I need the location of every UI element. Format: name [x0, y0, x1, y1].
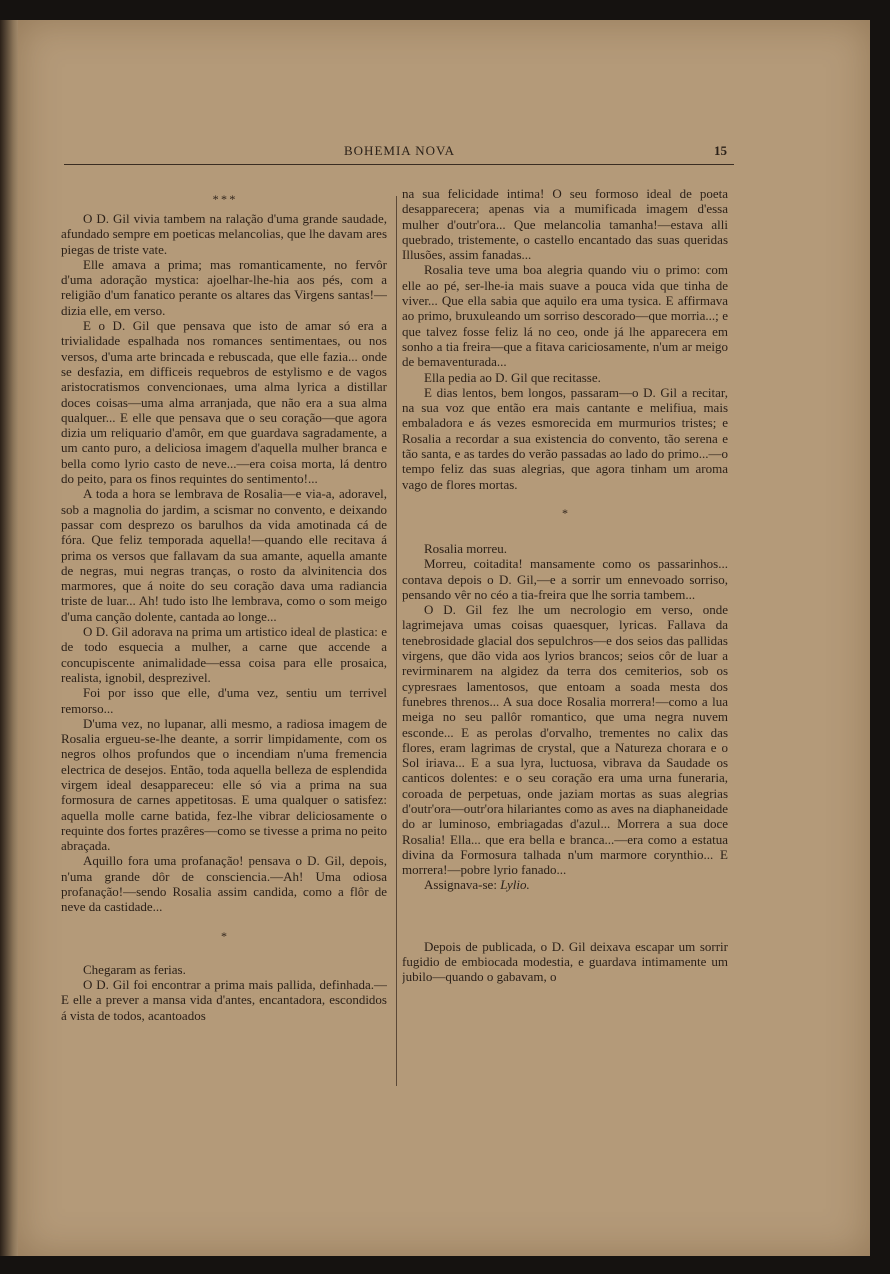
paragraph: E dias lentos, bem longos, passaram—o D. Gil a recitar, na sua voz que então era mais cantante e melifiua, mais embaladora e ás vezes esmorecida em murmurios tristes; e Rosalia a recordar a sua existencia do convento, tão serena e tão santa, e as tardes do verão passadas ao lado do primo...—o tempo feliz das suas alegrias, que agora tinham um aroma vago de flores mortas.	[402, 384, 728, 492]
signature-prefix: Assignava-se:	[424, 877, 501, 893]
paragraph: Ella pedia ao D. Gil que recitasse.	[424, 369, 601, 385]
paragraph: O D. Gil adorava na prima um artistico ideal de plastica: e de todo esquecia a mulher, a carne que accende a concupiscente animalidade—essa coisa para elle prosaica, realista, ignobil, desprezivel.	[61, 624, 387, 685]
paragraph: na sua felicidade intima! O seu formoso ideal de poeta desapparecera; apenas via a mumificada imagem d'essa mulher d'outr'ora... Que melancolia tamanha!—estava alli quebrado, tristemente, o castello encantado das suas queridas Illusões, assim fanadas...	[402, 186, 728, 263]
paragraph: O D. Gil foi encontrar a prima mais pallida, definhada.—E elle a prever a mansa vida d'antes, encantadora, escondidos á vista de todos, acantoados	[61, 976, 387, 1023]
paragraph: O D. Gil fez lhe um necrologio em verso, onde lagrimejava umas coisas quaesquer, lyricas. Fallava da tenebrosidade glacial dos sepulchros—e dos seios das pallidas virgens, que dão vida aos lyrios brancos; seios côr de luar a revirminarem na algidez da terra dos cemiterios, sob os cypresraes lamentosos, que entoam a soada mesta dos funebres threnos... A sua doce Rosalia morrera!—como a lua meiga no seu pallôr romantico, que uma negra nuvem esconde... E as perolas d'orvalho, trementes no calix das flores, eram lagrimas de crystal, que a Natureza chorara e o Sol iriava... E a sua lyra, luctuosa, vibrava da Saudade os canticos dolentes: e o seu coração era uma urna funeraria, coroada de perpetuas, onde jaziam mortas as suas alegrias d'outr'ora—outr'ora hilariantes como as aves na diaphaneidade do ar luminoso, embriagadas d'azul... Morrera a sua doce Rosalia! Ella... que era bella e branca...—era como a estatua divina da Formosura talhada n'um marmore corynthio... E morrera!—pobre lyrio fanado...	[402, 602, 728, 878]
section-gap	[402, 893, 728, 939]
paragraph: Morreu, coitadita! mansamente como os passarinhos... contava depois o D. Gil,—e a sorrir um ennevoado sorriso, pensando vêr no céo a tia-freira que lhe sorria tambem...	[402, 556, 728, 602]
paragraph: A toda a hora se lembrava de Rosalia—e via-a, adoravel, sob a magnolia do jardim, a scismar no convento, e deixando passar com desprezo os barulhos da vida amotinada cá de fóra. Que feliz temporada aquella!—quando elle recitava á prima os versos que fallavam da sua amante, aquella amante de negras, mui negras tranças, o rosto da alvinitencia dos marmores, que á noite do seu coração dava uma radiancia triste de luar... Ah! tudo isto lhe lembrava, como o som meigo d'uma canção dolente, cantada ao longe...	[61, 486, 387, 624]
asterism-separator: * * *	[212, 192, 236, 206]
paragraph: Rosalia morreu.	[424, 540, 508, 556]
paragraph: Chegaram as ferias.	[83, 961, 186, 977]
paragraph: D'uma vez, no lupanar, alli mesmo, a radiosa imagem de Rosalia ergueu-se-lhe deante, a sorrir limpidamente, com os negros olhos profundos que o incendiam n'uma fremencia electrica de desejos. Então, toda aquella belleza de esplendida virgem ideal desappareceu: elle só via a prima na sua formosura de carnes appetitosas. E uma qualquer o satisfez: aquella molle carne batida, fez-lhe vibrar deliciosamente o requinte dos fortes prazêres—como se tivesse a prima no peito abraçada.	[61, 715, 387, 854]
right-column	[402, 186, 728, 1096]
paragraph: Depois de publicada, o D. Gil deixava escapar um sorrir fugidio de embiocada modestia, e guardava intimamente um jubilo—quando o gabavam, o	[402, 938, 728, 985]
paragraph: Rosalia teve uma boa alegria quando viu o primo: com elle ao pé, ser-lhe-ia mais suave a pouca vida que tinha de viver... Que ella sabia que aquilo era uma tysica. E affirmava ao primo, bruxuleando um sorriso descorado—que morria...; e que talvez fosse feliz lá no ceo, onde já lhe apparecera em sonho a tia freira—que a fitava cariciosamente, n'um ar meigo de bemaventurada...	[402, 262, 728, 370]
journal-title: BOHEMIA NOVA	[344, 143, 456, 158]
paragraph: O D. Gil vivia tambem na ralação d'uma grande saudade, afundado sempre em poeticas melancolias, que lhe davam ares piegas de triste vate.	[61, 211, 387, 257]
paragraph: E o D. Gil que pensava que isto de amar só era a trivialidade espalhada nos romances sentimentaes, ou nos versos, d'uma arte brincada e rebuscada, que elle fazia... onde se desfazia, em difficeis requebros de estylismo e de vagos aristocratismos convencionaes, uma alma lyrica a distillar doces coisas—uma alma arranjada, que não era a sua alma qualquer... E elle que pensava que o seu coração—que agora dizia um reliquario d'amôr, em que guardava sagradamente, a um canto puro, a deliciosa imagem d'aquella mulher branca e bella como lyrio casto de neve...—era coisa morta, lá dentro do peito, para os finos requintes do sentimento!...	[61, 318, 387, 487]
column-divider	[396, 196, 397, 1086]
signature-line	[402, 877, 728, 892]
section-separator: *	[562, 505, 568, 520]
section-separator: *	[221, 928, 227, 943]
header-rule	[64, 164, 734, 165]
paragraph: Foi por isso que elle, d'uma vez, sentiu um terrivel remorso...	[61, 685, 387, 716]
paragraph: Aquillo fora uma profanação! pensava o D. Gil, depois, n'uma grande dôr de consciencia.—Ah! Uma odiosa profanação!—sendo Rosalia assim candida, como a flôr de neve da castidade...	[61, 853, 387, 915]
page-number: 15	[714, 143, 727, 158]
paragraph: Elle amava a prima; mas romanticamente, no fervôr d'uma adoração mystica: ajoelhar-lhe-hia aos pés, com a religião d'um fanatico perante os altares das Virgens santas!—dizia elle, em verso.	[61, 256, 387, 318]
signature-name: Lylio.	[500, 877, 530, 893]
left-column	[61, 186, 387, 1096]
